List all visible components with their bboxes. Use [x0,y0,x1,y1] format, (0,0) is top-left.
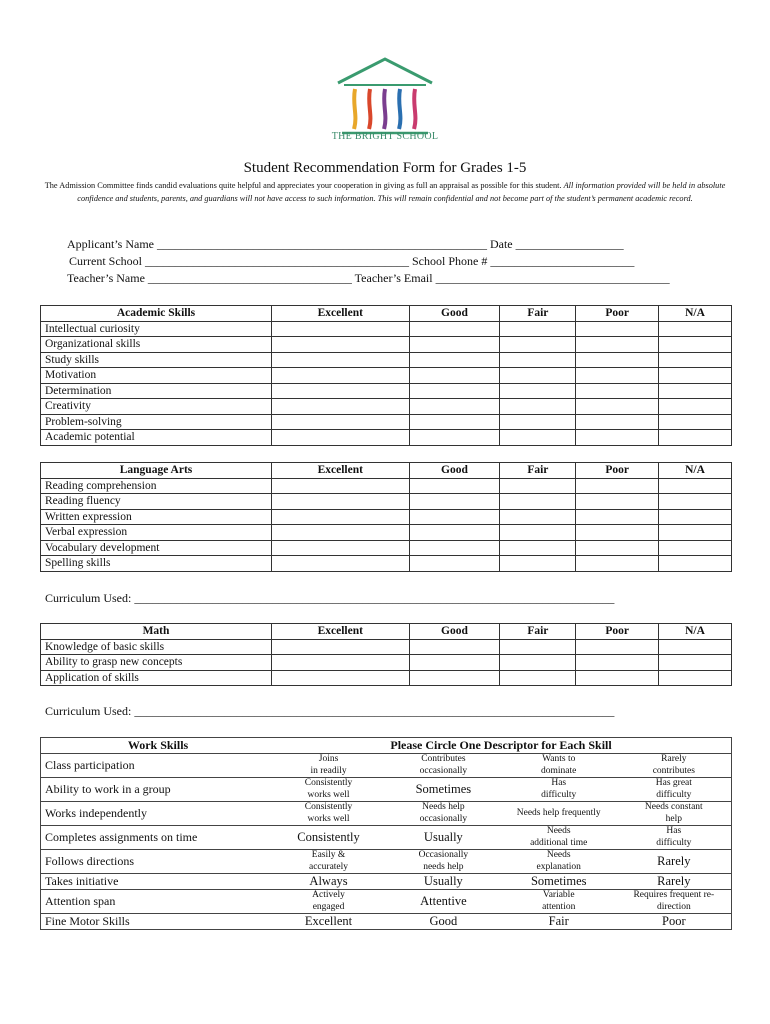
form-title: Student Recommendation Form for Grades 1-5 [243,160,527,176]
skill-label: Motivation [41,368,272,384]
rating-cell[interactable] [659,556,732,572]
rating-cell[interactable] [272,414,410,430]
rating-cell[interactable] [500,639,576,655]
rating-cell[interactable] [659,399,732,415]
descriptor-text: Excellent [304,913,353,928]
rating-cell[interactable] [659,352,732,368]
descriptor-text: Attentive [420,893,467,908]
work-skill-label: Takes initiative [41,874,272,890]
rating-cell[interactable] [659,383,732,399]
table-row [41,802,732,826]
rating-fair: Fair [500,624,576,640]
descriptor-option[interactable] [271,826,386,850]
work-skill-label: Ability to work in a group [41,778,272,802]
rating-cell[interactable] [409,399,500,415]
math-heading: Math [41,624,272,640]
rating-cell[interactable] [409,540,500,556]
table-row [41,655,732,671]
rating-cell[interactable] [272,399,410,415]
rating-cell[interactable] [576,525,659,541]
skill-label: Written expression [41,509,272,525]
math-table [40,623,732,686]
rating-cell[interactable] [659,478,732,494]
descriptor-text: Variable attention [542,890,576,912]
skill-label: Academic potential [41,430,272,446]
rating-excellent: Excellent [272,306,410,322]
rating-poor: Poor [576,624,659,640]
rating-na: N/A [659,306,732,322]
rating-cell[interactable] [500,670,576,686]
rating-cell[interactable] [500,509,576,525]
rating-cell[interactable] [272,494,410,510]
table-row [41,430,732,446]
rating-cell[interactable] [500,556,576,572]
rating-cell[interactable] [659,494,732,510]
rating-cell[interactable] [576,639,659,655]
table-row [41,337,732,353]
rating-cell[interactable] [500,430,576,446]
rating-cell[interactable] [576,368,659,384]
work-skill-label: Attention span [41,890,272,914]
rating-cell[interactable] [576,430,659,446]
rating-cell[interactable] [272,430,410,446]
descriptor-option[interactable] [271,890,386,914]
table-row [41,540,732,556]
descriptor-text: Sometimes [415,781,472,796]
rating-na: N/A [659,624,732,640]
table-row [41,556,732,572]
skill-label: Determination [41,383,272,399]
table-row [41,639,732,655]
rating-cell[interactable] [272,556,410,572]
table-row [41,352,732,368]
rating-cell[interactable] [272,670,410,686]
descriptor-text: Fair [548,913,569,928]
language-header-row [41,463,732,479]
rating-cell[interactable] [500,368,576,384]
table-row [41,321,732,337]
descriptor-option[interactable] [501,890,617,914]
rating-good: Good [409,624,500,640]
descriptor-text: Occasionally needs help [418,850,469,872]
skill-label: Organizational skills [41,337,272,353]
intro-italic-2: This will remain confidential and not become part of the student’s permanent academic record. [377,194,693,203]
descriptor-option[interactable] [501,778,617,802]
academic-skills-heading: Academic Skills [41,306,272,322]
rating-cell[interactable] [409,430,500,446]
work-skill-label: Works independently [41,802,272,826]
descriptor-text: Needs additional time [530,826,588,848]
rating-cell[interactable] [576,556,659,572]
rating-cell[interactable] [500,655,576,671]
rating-cell[interactable] [500,321,576,337]
skill-label: Reading fluency [41,494,272,510]
rating-cell[interactable] [272,639,410,655]
work-skill-label: Completes assignments on time [41,826,272,850]
rating-cell[interactable] [576,352,659,368]
rating-poor: Poor [576,306,659,322]
descriptor-text: Consistently [297,829,360,844]
rating-poor: Poor [576,463,659,479]
descriptor-text: Usually [423,873,463,888]
descriptor-option[interactable] [501,850,617,874]
curriculum-used-field-2[interactable]: Curriculum Used: ________________________________________________________________________________ [45,704,615,718]
rating-cell[interactable] [409,525,500,541]
descriptor-text: Always [309,873,348,888]
table-row [41,478,732,494]
descriptor-text: Actively engaged [312,890,345,912]
descriptor-option[interactable] [617,890,732,914]
rating-good: Good [409,463,500,479]
work-skill-label: Class participation [41,754,272,778]
rating-fair: Fair [500,463,576,479]
descriptor-option[interactable] [617,754,732,778]
rating-cell[interactable] [576,399,659,415]
rating-cell[interactable] [409,494,500,510]
descriptor-text: Needs help occasionally [419,802,468,824]
rating-cell[interactable] [576,337,659,353]
rating-fair: Fair [500,306,576,322]
descriptor-text: Rarely contributes [652,754,695,776]
descriptor-text: Has difficulty [541,778,577,800]
rating-cell[interactable] [659,321,732,337]
circle-instruction: Please Circle One Descriptor for Each Skill [271,738,731,754]
descriptor-option[interactable] [501,874,617,890]
rating-cell[interactable] [576,321,659,337]
rating-cell[interactable] [272,478,410,494]
skill-label: Intellectual curiosity [41,321,272,337]
rating-cell[interactable] [659,540,732,556]
curriculum-used-field-1[interactable]: Curriculum Used: ________________________________________________________________________________ [45,591,615,605]
table-row [41,414,732,430]
skill-label: Knowledge of basic skills [41,639,272,655]
rating-cell[interactable] [500,352,576,368]
descriptor-option[interactable] [271,802,386,826]
descriptor-text: Contributes occasionally [419,754,468,776]
math-header-row [41,624,732,640]
descriptor-option[interactable] [501,802,617,826]
descriptor-text: Rarely [657,873,691,888]
rating-cell[interactable] [409,556,500,572]
rating-cell[interactable] [409,478,500,494]
rating-cell[interactable] [500,414,576,430]
academic-skills-table [40,305,732,446]
rating-cell[interactable] [659,368,732,384]
rating-cell[interactable] [500,525,576,541]
descriptor-option[interactable] [271,874,386,890]
table-row [41,826,732,850]
intro-paragraph [40,179,730,205]
rating-cell[interactable] [500,540,576,556]
skill-label: Ability to grasp new concepts [41,655,272,671]
rating-cell[interactable] [576,540,659,556]
rating-cell[interactable] [272,540,410,556]
descriptor-option[interactable] [386,778,501,802]
rating-cell[interactable] [659,525,732,541]
work-skill-label: Fine Motor Skills [41,914,272,930]
descriptor-text: Poor [662,913,686,928]
table-row [41,494,732,510]
descriptor-text: Rarely [657,853,691,868]
table-row [41,399,732,415]
school-phone-field[interactable]: Current School ____________________________________________ School Phone # ________________________ [69,254,635,268]
descriptor-text: Needs explanation [536,850,581,872]
rating-cell[interactable] [272,509,410,525]
descriptor-option[interactable] [617,850,732,874]
rating-na: N/A [659,463,732,479]
rating-cell[interactable] [409,352,500,368]
skill-label: Application of skills [41,670,272,686]
rating-cell[interactable] [409,337,500,353]
rating-cell[interactable] [500,478,576,494]
rating-cell[interactable] [272,525,410,541]
rating-cell[interactable] [659,430,732,446]
descriptor-option[interactable] [501,826,617,850]
table-row [41,383,732,399]
work-header-row [41,738,732,754]
language-arts-heading: Language Arts [41,463,272,479]
rating-good: Good [409,306,500,322]
academic-header-row [41,306,732,322]
rating-cell[interactable] [272,655,410,671]
rating-excellent: Excellent [272,463,410,479]
rating-cell[interactable] [409,383,500,399]
rating-cell[interactable] [500,383,576,399]
language-arts-table [40,462,732,572]
rating-cell[interactable] [659,509,732,525]
table-row [41,525,732,541]
rating-cell[interactable] [409,368,500,384]
descriptor-text: Requires frequent re- direction [633,890,715,912]
descriptor-text: Has great difficulty [655,778,692,800]
descriptor-text: Consistently works well [304,802,353,824]
rating-cell[interactable] [409,321,500,337]
table-row [41,368,732,384]
rating-cell[interactable] [500,399,576,415]
rating-cell[interactable] [576,414,659,430]
descriptor-text: Needs help frequently [516,807,601,818]
descriptor-option[interactable] [271,754,386,778]
skill-label: Problem-solving [41,414,272,430]
descriptor-option[interactable] [501,754,617,778]
skill-label: Reading comprehension [41,478,272,494]
logo-text: THE BRIGHT SCHOOL [331,131,439,142]
rating-cell[interactable] [576,509,659,525]
work-skill-label: Follows directions [41,850,272,874]
descriptor-option[interactable] [617,826,732,850]
rating-cell[interactable] [659,639,732,655]
rating-cell[interactable] [409,414,500,430]
table-row [41,778,732,802]
rating-cell[interactable] [659,670,732,686]
work-skills-table [40,737,732,930]
rating-cell[interactable] [659,655,732,671]
descriptor-option[interactable] [386,874,501,890]
skill-label: Spelling skills [41,556,272,572]
table-row [41,754,732,778]
rating-cell[interactable] [272,352,410,368]
descriptor-option[interactable] [386,914,501,930]
rating-cell[interactable] [576,655,659,671]
rating-cell[interactable] [272,368,410,384]
descriptor-text: Wants to dominate [541,754,577,776]
descriptor-text: Usually [423,829,463,844]
intro-plain: The Admission Committee finds candid evaluations quite helpful and appreciates your cooperation in giving as full an appraisal as possible for this student. [44,181,562,190]
rating-excellent: Excellent [272,624,410,640]
descriptor-option[interactable] [386,890,501,914]
rating-cell[interactable] [272,321,410,337]
descriptor-option[interactable] [386,754,501,778]
skill-label: Verbal expression [41,525,272,541]
table-row [41,874,732,890]
skill-label: Vocabulary development [41,540,272,556]
skill-label: Study skills [41,352,272,368]
intro-italic-1: All information provided will be held in absolute confidence and students, parents, and guardians will not have access to such information. [77,181,726,203]
rating-cell[interactable] [409,670,500,686]
rating-cell[interactable] [576,494,659,510]
work-skills-heading: Work Skills [41,738,272,754]
rating-cell[interactable] [576,670,659,686]
rating-cell[interactable] [576,478,659,494]
descriptor-option[interactable] [617,874,732,890]
table-row [41,890,732,914]
descriptor-option[interactable] [617,914,732,930]
applicant-name-date-field[interactable]: Applicant’s Name _______________________________________________________ Date __________________ [67,237,624,251]
rating-cell[interactable] [500,494,576,510]
descriptor-option[interactable] [271,778,386,802]
rating-cell[interactable] [576,383,659,399]
rating-cell[interactable] [500,337,576,353]
descriptor-text: Consistently works well [304,778,353,800]
rating-cell[interactable] [272,337,410,353]
rating-cell[interactable] [409,655,500,671]
skill-label: Creativity [41,399,272,415]
descriptor-text: Joins in readily [310,754,347,776]
rating-cell[interactable] [272,383,410,399]
rating-cell[interactable] [659,414,732,430]
descriptor-option[interactable] [386,850,501,874]
descriptor-option[interactable] [617,802,732,826]
descriptor-text: Good [429,913,458,928]
table-row [41,914,732,930]
descriptor-option[interactable] [386,802,501,826]
table-row [41,509,732,525]
rating-cell[interactable] [659,337,732,353]
descriptor-option[interactable] [271,914,386,930]
rating-cell[interactable] [409,509,500,525]
table-row [41,670,732,686]
teacher-name-email-field[interactable]: Teacher’s Name __________________________________ Teacher’s Email _______________________________________ [67,271,670,285]
descriptor-option[interactable] [617,778,732,802]
descriptor-option[interactable] [271,850,386,874]
table-row [41,850,732,874]
descriptor-option[interactable] [501,914,617,930]
descriptor-text: Needs constant help [644,802,703,824]
descriptor-text: Has difficulty [656,826,692,848]
descriptor-option[interactable] [386,826,501,850]
rating-cell[interactable] [409,639,500,655]
descriptor-text: Sometimes [530,873,587,888]
descriptor-text: Easily & accurately [309,850,349,872]
